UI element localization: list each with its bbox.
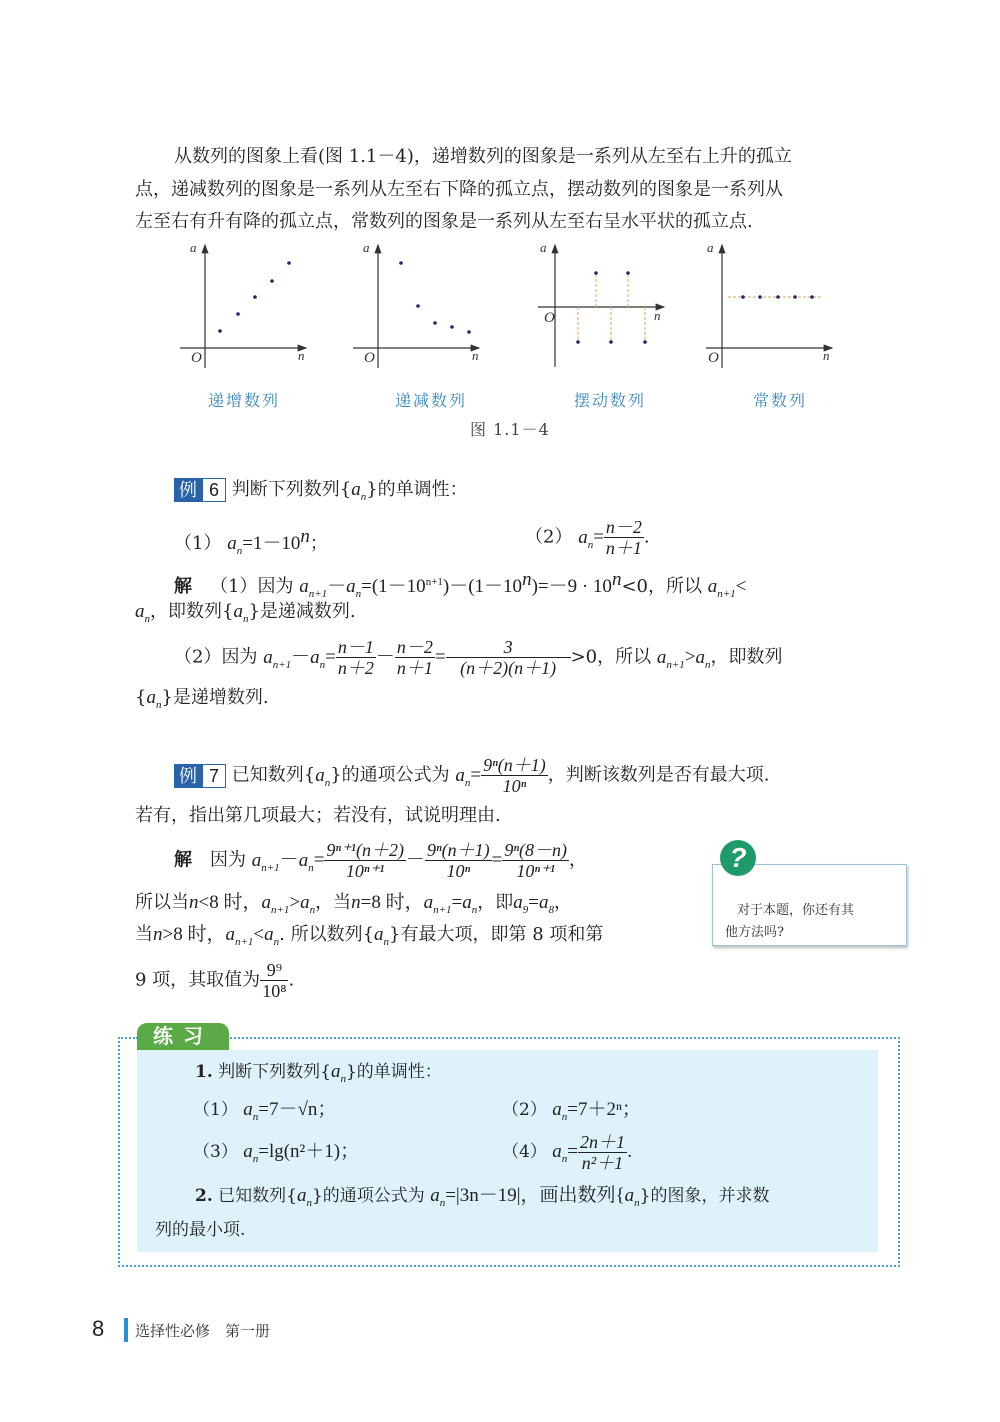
think-sidebar <box>712 864 907 946</box>
intro-line-1: 从数列的图象上看(图 1.1－4)，递增数列的图象是一系列从左至右上升的孤立 <box>174 146 792 167</box>
sequence-point <box>287 261 291 265</box>
exercise-q1: 1. 判断下列数列$\{a_n\}$的单调性： <box>195 1061 442 1085</box>
footer-bar <box>124 1318 128 1342</box>
axis-label-n: n <box>654 308 661 323</box>
sidebar-text-1: 对于本题，你还有其 <box>737 903 855 918</box>
question-badge-icon: ? <box>720 840 756 876</box>
example6-solution-2b: $\{a_n\}$是递增数列. <box>135 687 269 711</box>
axis-label-n: n <box>298 348 305 363</box>
origin-label: O <box>544 310 555 326</box>
page-number: 8 <box>92 1316 105 1341</box>
sequence-point <box>236 312 240 316</box>
example7-tag: 例 7 <box>174 764 226 788</box>
sequence-point <box>270 279 274 283</box>
exercise-q2: 2. 已知数列$\{a_n\}$的通项公式为 $a_n=|3n-19|$，画出数列$\{a_n\}$的图象，并求数 <box>195 1185 770 1209</box>
book-title: 选择性必修 第一册 <box>135 1322 271 1340</box>
example6-part1: （1） $a_n=1-10^n$； <box>174 526 328 557</box>
sequence-point <box>643 340 647 344</box>
sequence-point <box>450 325 454 329</box>
axis-label-n: n <box>472 348 479 363</box>
example6-question: 例 6 判断下列数列$\{a_n\}$的单调性： <box>174 478 468 509</box>
axis-label-an: a <box>363 240 370 255</box>
intro-line-3: 左至右有升有降的孤立点，常数列的图象是一系列从左至右呈水平状的孤立点. <box>135 211 753 232</box>
example7-question-2: 若有，指出第几项最大；若没有，试说明理由. <box>135 805 501 826</box>
exercise-q1-part2: （2） $a_n=7+2^n$； <box>502 1099 641 1123</box>
caption-oscillating: 摆动数列 <box>574 391 647 410</box>
caption-constant: 常数列 <box>753 391 808 410</box>
example6-tag: 例 6 <box>174 478 226 502</box>
sequence-point <box>758 295 762 299</box>
caption-decreasing: 递减数列 <box>395 391 468 410</box>
axis-label-an: a <box>540 240 547 255</box>
example7-solution-1: 解 因为 $a_{n+1}-a_n=$ $\frac{\text{9ⁿ⁺¹(n＋2)}}{\text{10ⁿ⁺¹}}$ － $\frac{\text{9ⁿ(n＋1)}}{\text{10ⁿ}}$ = $\frac{\text{9ⁿ(8－n)}}{\text{10ⁿ⁺¹}}$ ， <box>174 840 588 881</box>
origin-label: O <box>191 350 202 366</box>
axis-label-an: a <box>707 240 714 255</box>
sequence-point <box>218 329 222 333</box>
sequence-point <box>793 295 797 299</box>
exercise-tab: 练习 <box>137 1023 229 1050</box>
figure-title: 图 1.1－4 <box>470 420 550 439</box>
example6-solution-1: 解 （1）因为 $a_{n+1}-a_n=(1-10^{n+1})-(1-10^n)=-9 \cdot 10^n<0$，所以 $a_{n+1}<$ <box>174 569 747 600</box>
exercise-q2-line2: 列的最小项. <box>155 1220 246 1240</box>
caption-increasing: 递增数列 <box>208 391 281 410</box>
sequence-point <box>810 295 814 299</box>
sequence-point <box>467 330 471 334</box>
sidebar-text-2: 他方法吗? <box>725 925 784 940</box>
sequence-point <box>433 321 437 325</box>
exercise-q1-part1: （1） $a_n=7-√n$； <box>193 1099 337 1123</box>
example6-solution-1b: $a_n$，即数列$\{a_n\}$是递减数列. <box>135 601 356 625</box>
exercise-q1-part4: （4） $a_n=$ $\frac{2n+1}{\text{n²＋1}}$ . <box>502 1132 633 1173</box>
sequence-point <box>399 261 403 265</box>
example6-part2: （2） $a_n=$ $\frac{n-2}{n+1}$ . <box>525 517 650 558</box>
sequence-point <box>594 271 598 275</box>
example7-question: 例 7 已知数列$\{a_n\}$的通项公式为 $a_n=$ $\frac{\text{9ⁿ(n＋1)}}{\text{10ⁿ}}$ ，判断该数列是否有最大项. <box>174 755 770 796</box>
exercise-border-top <box>230 1037 896 1039</box>
exercise-border-top-left <box>118 1037 138 1039</box>
sequence-point <box>576 340 580 344</box>
exercise-q1-part3: （3） $a_n=\lg(n^2+1)$； <box>193 1141 360 1165</box>
intro-line-2: 点，递减数列的图象是一系列从左至右下降的孤立点，摆动数列的图象是一系列从 <box>135 179 783 200</box>
origin-label: O <box>708 350 719 366</box>
sequence-point <box>776 295 780 299</box>
sequence-point <box>741 295 745 299</box>
example7-solution-3: 当n>8 时，$a_{n+1}<a_n$. 所以数列$\{a_n\}$有最大项，即第 8 项和第 <box>135 924 604 948</box>
sequence-point <box>416 304 420 308</box>
sequence-point <box>253 295 257 299</box>
example7-solution-2: 所以当n<8 时，$a_{n+1}>a_n$，当n=8 时，$a_{n+1}=a_n$，即$a_9=a_8$， <box>135 892 572 916</box>
axis-label-an: a <box>190 240 197 255</box>
sequence-point <box>626 271 630 275</box>
origin-label: O <box>364 350 375 366</box>
axis-label-n: n <box>823 348 830 363</box>
figure-1-1-4 <box>0 0 1000 450</box>
example7-solution-4: 9 项，其取值为 $\frac{\text{9⁹}}{\text{10⁸}}$ . <box>135 960 295 1001</box>
example6-solution-2: （2）因为 $a_{n+1}-a_n=$ $\frac{n-1}{n+2}$ － $\frac{n-2}{n+1}$ = $\frac{3}{(n+2)(n+1)}$ >0，所以 $a_{n+1}>a_n$，即数列 <box>174 637 783 678</box>
sequence-point <box>609 340 613 344</box>
